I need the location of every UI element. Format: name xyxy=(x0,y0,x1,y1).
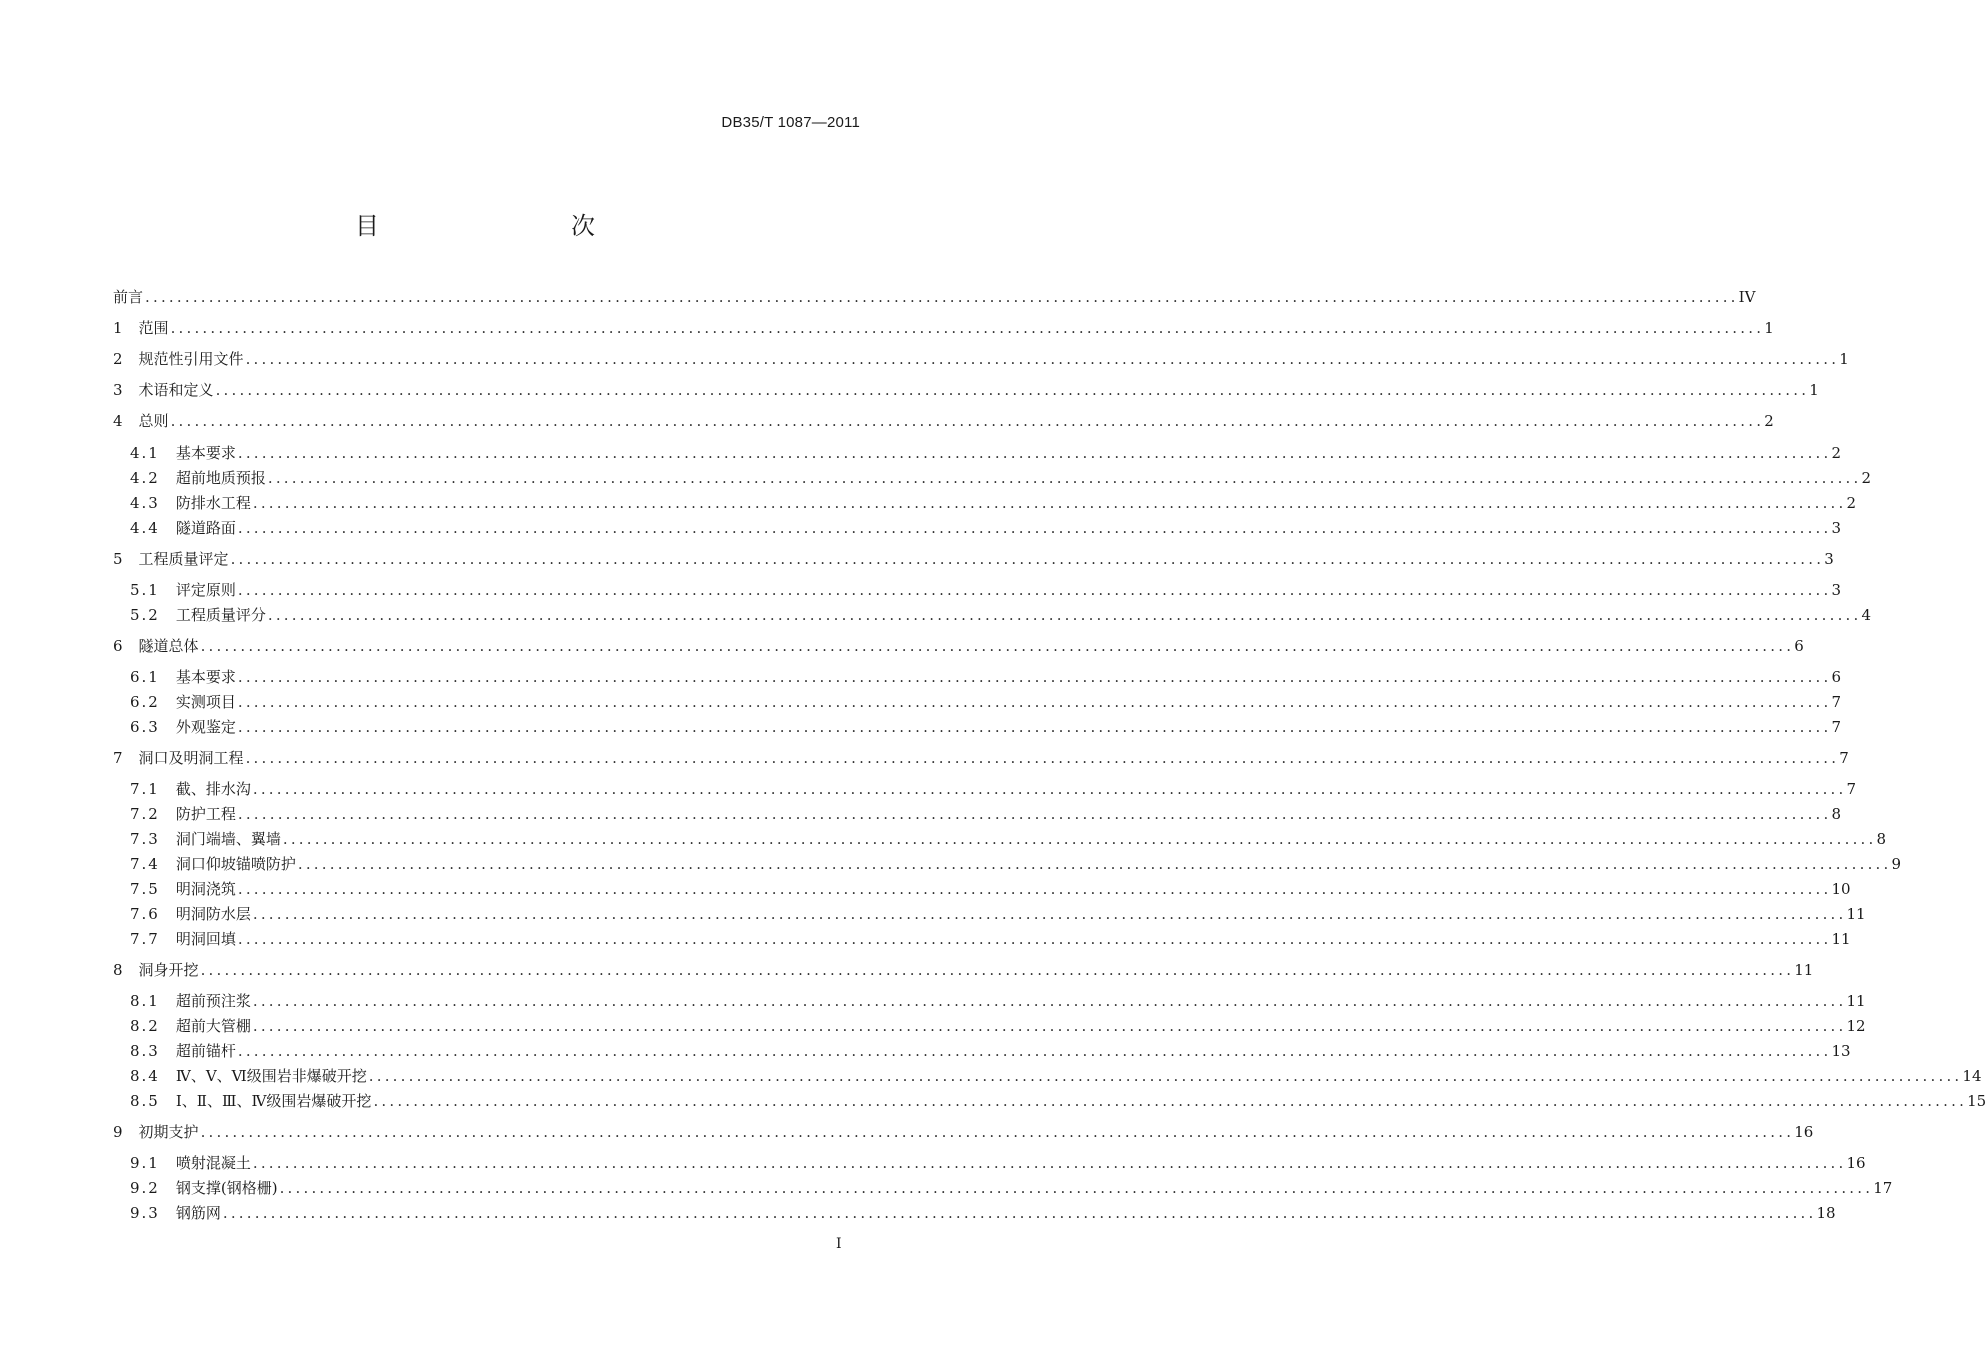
toc-entry-label xyxy=(0,903,253,925)
toc-entry[interactable] xyxy=(0,666,1842,688)
toc-entry-page: 7 xyxy=(1839,749,1849,767)
toc-entry-label xyxy=(0,317,171,339)
toc-entry-number: 9.1 xyxy=(130,1154,160,1172)
toc-entry-title: 超前锚杆 xyxy=(175,1042,236,1060)
toc-entry-title: 洞口仰坡锚喷防护 xyxy=(175,855,296,873)
toc-entry-title: 基本要求 xyxy=(175,444,236,462)
toc-entry-page: 11 xyxy=(1794,961,1814,979)
toc-entry-label xyxy=(0,604,268,626)
toc-entry-page: 9 xyxy=(1891,855,1902,873)
toc-entry-title: 范围 xyxy=(138,319,169,337)
toc-entry-page: IV xyxy=(1738,288,1756,306)
toc-entry-title: 喷射混凝土 xyxy=(175,1154,251,1172)
toc-entry-title: 基本要求 xyxy=(175,668,236,686)
toc-entry-page: 6 xyxy=(1794,637,1804,655)
toc-entry-title: 超前预注浆 xyxy=(175,992,251,1010)
toc-entry-title: 防护工程 xyxy=(175,805,236,823)
toc-entry-page: 3 xyxy=(1824,550,1834,568)
toc-entry[interactable] xyxy=(0,1015,1866,1037)
toc-entry-label xyxy=(0,348,246,370)
dot-leader: ........................................................................................................................................................................................................ xyxy=(245,350,1840,368)
toc-entry-title: 明洞防水层 xyxy=(175,905,251,923)
toc-entry[interactable] xyxy=(0,379,1819,401)
toc-entry-page: 2 xyxy=(1764,412,1774,430)
toc-entry-number: 7.1 xyxy=(130,780,160,798)
dot-leader: ........................................................................................................................................................................................................ xyxy=(267,606,1862,624)
toc-entry-label xyxy=(0,666,238,688)
toc-entry-number: 8.3 xyxy=(130,1042,160,1060)
toc-entry[interactable] xyxy=(0,286,1756,308)
toc-entry-number: 7.6 xyxy=(130,905,160,923)
toc-entry-label xyxy=(0,442,238,464)
toc-entry-number: 7.7 xyxy=(130,930,160,948)
toc-entry-label xyxy=(0,778,253,800)
toc-entry-title: 洞口及明洞工程 xyxy=(138,749,244,767)
toc-entry[interactable] xyxy=(0,878,1851,900)
toc-entry-page: 1 xyxy=(1764,319,1774,337)
toc-entry-page: 18 xyxy=(1816,1204,1836,1222)
dot-leader: ........................................................................................................................................................................................................ xyxy=(373,1092,1968,1110)
dot-leader: ........................................................................................................................................................................................................ xyxy=(252,494,1847,512)
toc-entry-label xyxy=(0,517,238,539)
toc-entry-page: 16 xyxy=(1794,1123,1814,1141)
toc-entry-page: 14 xyxy=(1962,1067,1982,1085)
toc-entry[interactable] xyxy=(0,442,1842,464)
toc-entry[interactable] xyxy=(0,467,1872,489)
toc-entry-number: 6.2 xyxy=(130,693,160,711)
toc-entry[interactable] xyxy=(0,691,1842,713)
toc-entry-number: 5 xyxy=(113,550,123,568)
toc-entry-label xyxy=(0,410,171,432)
dot-leader: ........................................................................................................................................................................................................ xyxy=(200,1123,1795,1141)
toc-entry-label xyxy=(0,1121,201,1143)
dot-leader: ........................................................................................................................................................................................................ xyxy=(237,930,1832,948)
dot-leader: ........................................................................................................................................................................................................ xyxy=(215,381,1810,399)
toc-entry[interactable] xyxy=(0,410,1774,432)
dot-leader: ........................................................................................................................................................................................................ xyxy=(237,519,1832,537)
toc-entry-page: 7 xyxy=(1831,718,1842,736)
toc-entry-label xyxy=(0,1040,238,1062)
toc-entry-page: 12 xyxy=(1846,1017,1866,1035)
toc-entry-number: 7.5 xyxy=(130,880,160,898)
toc-entry-page: 1 xyxy=(1839,350,1849,368)
toc-entry-label xyxy=(0,1090,373,1112)
toc-entry-label xyxy=(0,548,231,570)
toc-entry-title: 隧道总体 xyxy=(138,637,199,655)
toc-entry-label xyxy=(0,1015,253,1037)
toc-entry-label xyxy=(0,747,246,769)
toc-entry-title: 外观鉴定 xyxy=(175,718,236,736)
toc-entry-title: 前言 xyxy=(113,288,144,306)
toc-entry-title: 钢筋网 xyxy=(175,1204,221,1222)
dot-leader: ........................................................................................................................................................................................................ xyxy=(282,830,1877,848)
toc-entry[interactable] xyxy=(0,716,1842,738)
toc-entry[interactable] xyxy=(0,579,1842,601)
toc-entry-number: 5.2 xyxy=(130,606,160,624)
dot-leader: ........................................................................................................................................................................................................ xyxy=(237,805,1832,823)
toc-entry-title: Ⅰ、Ⅱ、Ⅲ、Ⅳ级围岩爆破开挖 xyxy=(175,1092,372,1110)
toc-entry-title: 超前大管棚 xyxy=(175,1017,251,1035)
dot-leader: ........................................................................................................................................................................................................ xyxy=(230,550,1825,568)
toc-entry-number: 1 xyxy=(113,319,123,337)
toc-entry-title: 超前地质预报 xyxy=(175,469,266,487)
toc-entry-page: 11 xyxy=(1831,930,1851,948)
document-code: DB35/T 1087—2011 xyxy=(721,114,860,131)
dot-leader: ........................................................................................................................................................................................................ xyxy=(279,1179,1874,1197)
toc-entry-number: 9.3 xyxy=(130,1204,160,1222)
toc-entry-title: 初期支护 xyxy=(138,1123,199,1141)
toc-entry-label xyxy=(0,379,216,401)
dot-leader: ........................................................................................................................................................................................................ xyxy=(170,412,1765,430)
toc-entry-label xyxy=(0,691,238,713)
toc-entry-number: 8.1 xyxy=(130,992,160,1010)
toc-entry-number: 8.2 xyxy=(130,1017,160,1035)
toc-entry[interactable] xyxy=(0,990,1866,1012)
toc-entry-page: 2 xyxy=(1846,494,1857,512)
toc-entry-title: 总则 xyxy=(138,412,169,430)
toc-entry-number: 4.3 xyxy=(130,494,160,512)
toc-entry-number: 8.4 xyxy=(130,1067,160,1085)
dot-leader: ........................................................................................................................................................................................................ xyxy=(200,637,1795,655)
toc-entry-number: 7.4 xyxy=(130,855,160,873)
toc-entry-page: 8 xyxy=(1876,830,1887,848)
toc-entry-label xyxy=(0,716,238,738)
toc-entry-title: 隧道路面 xyxy=(175,519,236,537)
toc-entry-title: 工程质量评分 xyxy=(175,606,266,624)
toc-entry[interactable] xyxy=(0,903,1866,925)
toc-entry-page: 11 xyxy=(1846,905,1866,923)
toc-entry-label xyxy=(0,1202,223,1224)
toc-entry-page: 3 xyxy=(1831,581,1842,599)
dot-leader: ........................................................................................................................................................................................................ xyxy=(170,319,1765,337)
toc-entry-page: 2 xyxy=(1861,469,1872,487)
toc-entry-number: 9.2 xyxy=(130,1179,160,1197)
toc-entry-title: 防排水工程 xyxy=(175,494,251,512)
toc-entry-title: 洞门端墙、翼墙 xyxy=(175,830,281,848)
toc-entry-title: 洞身开挖 xyxy=(138,961,199,979)
toc-entry-label xyxy=(0,990,253,1012)
toc-entry[interactable] xyxy=(0,803,1842,825)
toc-entry-label xyxy=(0,492,253,514)
toc-entry[interactable] xyxy=(0,747,1849,769)
dot-leader: ........................................................................................................................................................................................................ xyxy=(237,444,1832,462)
dot-leader: ........................................................................................................................................................................................................ xyxy=(252,780,1847,798)
toc-entry-title: 规范性引用文件 xyxy=(138,350,244,368)
dot-leader: ........................................................................................................................................................................................................ xyxy=(368,1067,1963,1085)
toc-entry-number: 4.2 xyxy=(130,469,160,487)
toc-entry[interactable] xyxy=(0,492,1857,514)
toc-entry-title: 明洞回填 xyxy=(175,930,236,948)
dot-leader: ........................................................................................................................................................................................................ xyxy=(252,1017,1847,1035)
toc-entry-page: 16 xyxy=(1846,1154,1866,1172)
toc-entry[interactable] xyxy=(0,853,1902,875)
toc-entry-page: 4 xyxy=(1861,606,1872,624)
toc-entry-number: 4.4 xyxy=(130,519,160,537)
dot-leader: ........................................................................................................................................................................................................ xyxy=(237,880,1832,898)
toc-entry-page: 1 xyxy=(1809,381,1819,399)
toc-entry-title: 明洞浇筑 xyxy=(175,880,236,898)
dot-leader: ........................................................................................................................................................................................................ xyxy=(237,668,1832,686)
toc-entry-page: 13 xyxy=(1831,1042,1851,1060)
toc-entry[interactable] xyxy=(0,959,1814,981)
toc-entry-label xyxy=(0,467,268,489)
toc-entry-title: 截、排水沟 xyxy=(175,780,251,798)
toc-entry-page: 7 xyxy=(1846,780,1857,798)
toc-entry-page: 7 xyxy=(1831,693,1842,711)
toc-entry[interactable] xyxy=(0,548,1834,570)
toc-entry[interactable] xyxy=(0,1177,1893,1199)
toc-entry[interactable] xyxy=(0,1152,1866,1174)
toc-entry-page: 3 xyxy=(1831,519,1842,537)
toc-entry-page: 6 xyxy=(1831,668,1842,686)
toc-entry-label xyxy=(0,286,145,308)
toc-entry[interactable] xyxy=(0,828,1887,850)
toc-entry[interactable] xyxy=(0,517,1842,539)
dot-leader: ........................................................................................................................................................................................................ xyxy=(222,1204,1817,1222)
toc-entry-title: Ⅳ、Ⅴ、Ⅵ级围岩非爆破开挖 xyxy=(175,1067,367,1085)
toc-entry[interactable] xyxy=(0,317,1774,339)
toc-entry-title: 评定原则 xyxy=(175,581,236,599)
toc-entry[interactable] xyxy=(0,635,1804,657)
toc-entry-number: 6 xyxy=(113,637,123,655)
dot-leader: ........................................................................................................................................................................................................ xyxy=(200,961,1795,979)
dot-leader: ........................................................................................................................................................................................................ xyxy=(297,855,1892,873)
toc-entry-number: 9 xyxy=(113,1123,123,1141)
dot-leader: ........................................................................................................................................................................................................ xyxy=(252,1154,1847,1172)
toc-entry-page: 15 xyxy=(1967,1092,1986,1110)
toc-entry-page: 17 xyxy=(1873,1179,1893,1197)
toc-entry-number: 2 xyxy=(113,350,123,368)
page-title: 目 次 xyxy=(355,212,643,240)
toc-entry-title: 工程质量评定 xyxy=(138,550,229,568)
toc-entry-number: 7 xyxy=(113,749,123,767)
toc-entry[interactable] xyxy=(0,1202,1836,1224)
dot-leader: ........................................................................................................................................................................................................ xyxy=(267,469,1862,487)
dot-leader: ........................................................................................................................................................................................................ xyxy=(252,905,1847,923)
toc-entry-number: 8.5 xyxy=(130,1092,160,1110)
toc-entry-label xyxy=(0,1177,280,1199)
toc-entry-page: 2 xyxy=(1831,444,1842,462)
toc-entry-label xyxy=(0,803,238,825)
toc-entry-number: 4.1 xyxy=(130,444,160,462)
dot-leader: ........................................................................................................................................................................................................ xyxy=(237,581,1832,599)
toc-entry-number: 6.1 xyxy=(130,668,160,686)
dot-leader: ........................................................................................................................................................................................................ xyxy=(252,992,1847,1010)
toc-entry-number: 4 xyxy=(113,412,123,430)
toc-entry-label xyxy=(0,828,283,850)
dot-leader: ........................................................................................................................................................................................................ xyxy=(237,718,1832,736)
toc-entry[interactable] xyxy=(0,1040,1851,1062)
toc-entry-label xyxy=(0,928,238,950)
dot-leader: ........................................................................................................................................................................................................ xyxy=(145,288,1739,306)
page-number: I xyxy=(836,1236,842,1252)
toc-entry-page: 8 xyxy=(1831,805,1842,823)
toc-entry-page: 10 xyxy=(1831,880,1851,898)
toc-entry-number: 6.3 xyxy=(130,718,160,736)
toc-entry-label xyxy=(0,959,201,981)
toc-entry-number: 7.3 xyxy=(130,830,160,848)
toc-entry-label xyxy=(0,579,238,601)
toc-entry-title: 实测项目 xyxy=(175,693,236,711)
toc-entry[interactable] xyxy=(0,778,1857,800)
toc-entry-page: 11 xyxy=(1846,992,1866,1010)
toc-entry[interactable] xyxy=(0,1065,1982,1087)
toc-entry[interactable] xyxy=(0,928,1851,950)
dot-leader: ........................................................................................................................................................................................................ xyxy=(237,693,1832,711)
toc-entry[interactable] xyxy=(0,604,1872,626)
toc-entry-number: 8 xyxy=(113,961,123,979)
toc-entry-number: 7.2 xyxy=(130,805,160,823)
toc-entry-label xyxy=(0,1152,253,1174)
toc-entry-title: 术语和定义 xyxy=(138,381,214,399)
toc-entry-number: 3 xyxy=(113,381,123,399)
toc-entry-label xyxy=(0,853,298,875)
dot-leader: ........................................................................................................................................................................................................ xyxy=(245,749,1840,767)
toc-entry-title: 钢支撑(钢格栅) xyxy=(175,1179,278,1197)
toc-entry-label xyxy=(0,878,238,900)
toc-entry-number: 5.1 xyxy=(130,581,160,599)
dot-leader: ........................................................................................................................................................................................................ xyxy=(237,1042,1832,1060)
toc-entry-label xyxy=(0,635,201,657)
toc-entry-label xyxy=(0,1065,369,1087)
toc-entry[interactable] xyxy=(0,348,1849,370)
toc-entry[interactable] xyxy=(0,1121,1814,1143)
toc-entry[interactable] xyxy=(0,1090,1986,1112)
